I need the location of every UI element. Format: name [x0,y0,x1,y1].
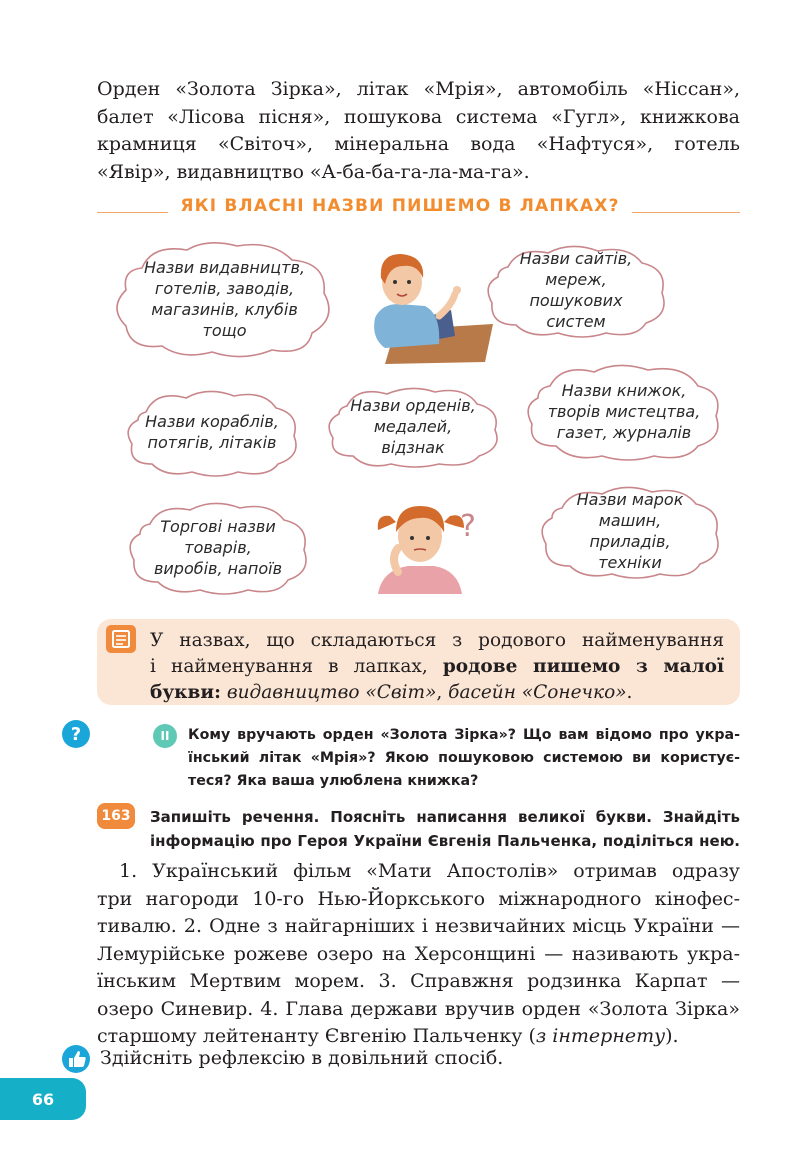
task-number-badge: 163 [97,803,135,829]
exercise-line: тивалю. 2. Одне з найгарніших і незвичайних місць України — [97,915,740,937]
cloud-text: Назви орденів, медалей, відзнак [350,395,476,457]
rule-text [150,628,724,706]
cloud-text: Назви книжок, творів мистецтва, газет, журналів [547,380,701,442]
question-text [188,724,740,793]
rule-line-3: букви: видавництво «Світ», басейн «Сонечко». [150,682,633,703]
exercise-line-last: старшому лейтенанту Євгенію Пальченку (з інтернету). [97,1025,679,1047]
cloud-text: Торгові назви товарів, виробів, напоїв [153,516,283,578]
intro-paragraph [97,76,740,186]
cloud-text: Назви кораблів, потягів, літаків [145,412,279,452]
intro-line: балет «Лісова пісня», пошукова система «Гугл», книжкова [97,105,740,128]
task-text [150,805,740,853]
svg-text:?: ? [70,724,82,745]
cloud-text: Назви марок машин, приладів, техніки [576,490,684,572]
intro-line: крамниця «Світоч», мінеральна вода «Нафтуся», готель [97,133,740,155]
cloud-text: Назви видавництв, готелів, заводів, магазинів, клубів тощо [144,258,305,340]
notebook-icon [106,625,136,653]
question-line: їнський літак «Мрія»? Якою пошуковою системою ви користує- [188,750,740,766]
question-mark-icon: ? [460,509,476,544]
cloud-text: Назви сайтів, мереж, пошукових систем [519,249,633,331]
exercise-line: Лемурійське рожеве озеро на Херсонщині — називають укра- [97,942,740,965]
cloud-sites [486,243,666,337]
task-line: інформацію про Героя України Євгенія Пальченка, поділіться нею. [150,832,740,850]
pair-work-badge: II [153,724,177,748]
question-line: Кому вручають орден «Золота Зірка»? Що вам відомо про укра- [188,727,740,743]
section-heading: ЯКІ ВЛАСНІ НАЗВИ ПИШЕМО В ЛАПКАХ? [0,196,800,216]
intro-line: «Явір», видавництво «А-ба-ба-га-ла-ма-га». [97,160,530,183]
cloud-orders [327,386,499,466]
cloud-publishers [112,238,337,360]
cloud-ships [126,388,298,476]
task-line: Запишіть речення. Поясніть написання великої букви. Знайдіть [150,808,740,826]
reflection-text: Здійсніть рефлексію в довільний спосіб. [100,1047,504,1069]
question-line: теся? Яка ваша улюблена книжка? [188,773,479,789]
cloud-books [526,362,722,460]
page-number: 66 [0,1078,86,1120]
exercise-paragraph [97,858,740,1051]
cloud-brands [540,484,720,578]
girl-illustration [368,486,486,598]
cloud-trade-names [128,500,308,594]
exercise-line: озеро Синевир. 4. Глава держави вручив орден «Золота Зірка» [97,997,740,1020]
rule-line-1: У назвах, що складаються з родового найменування [150,630,724,651]
thumbs-up-icon [62,1045,90,1073]
exercise-line: 1. Український фільм «Мати Апостолів» отримав одразу [119,860,740,882]
question-circle-icon [62,720,90,748]
exercise-line: їнським Мертвим морем. 3. Справжня родзинка Карпат — [97,970,740,992]
exercise-line: три нагороди 10-го Нью-Йоркського міжнародного кінофес- [97,887,740,910]
boy-illustration [355,244,495,366]
rule-line-2: і найменування в лапках, родове пишемо з малої [150,656,724,677]
intro-line: Орден «Золота Зірка», літак «Мрія», автомобіль «Ніссан», [97,78,740,100]
